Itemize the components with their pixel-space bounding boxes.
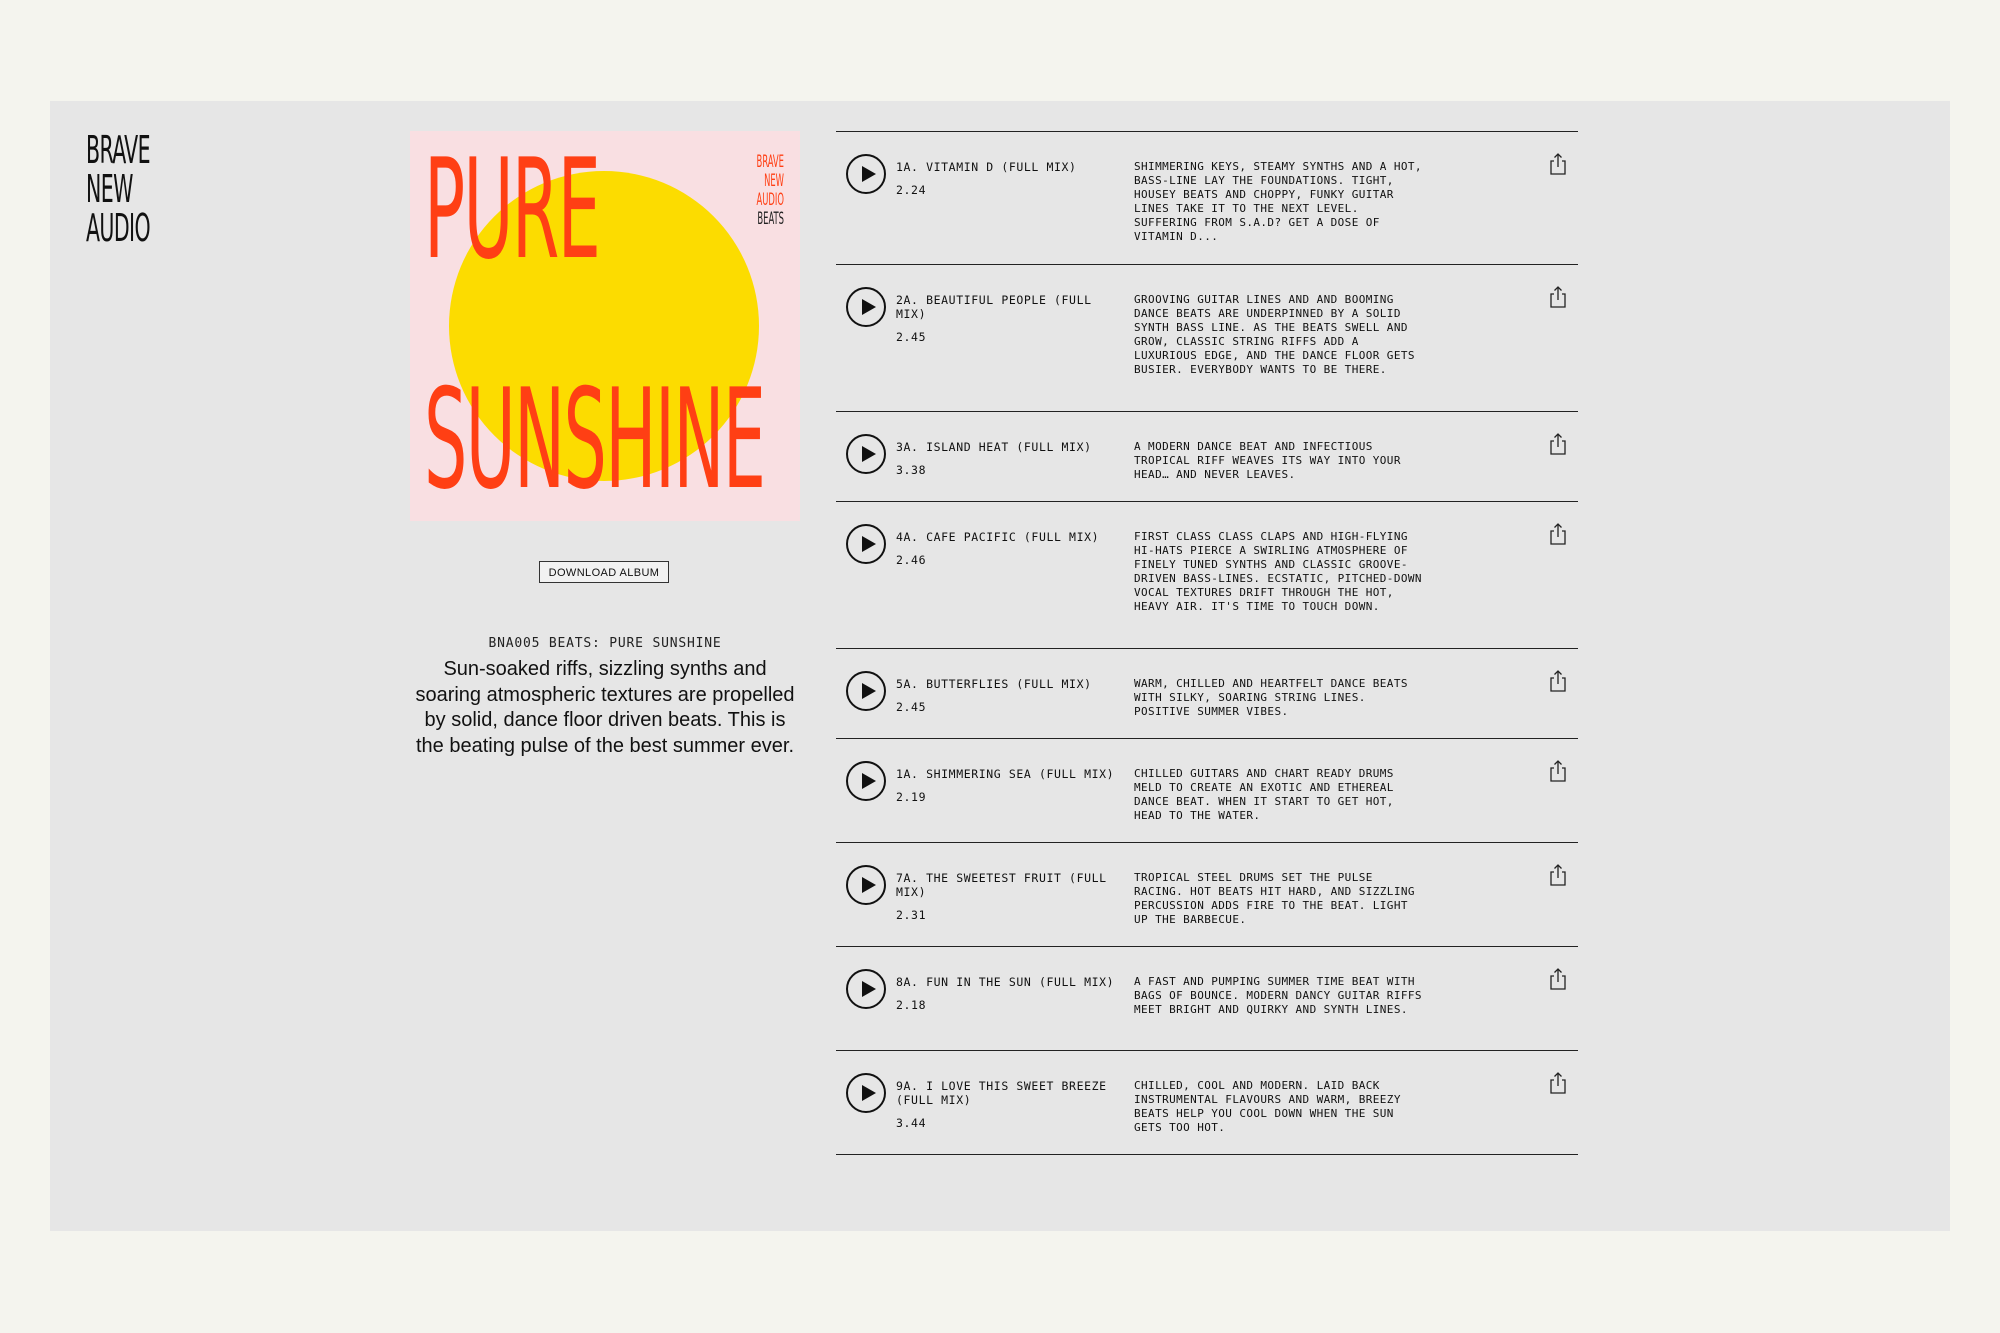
track-title[interactable]: [896, 975, 1116, 1012]
cover-mini-brand-line: NEW: [764, 171, 784, 191]
cover-mini-brand-line: BEATS: [757, 209, 784, 229]
track-duration: 2.24: [896, 183, 927, 197]
share-icon[interactable]: [1548, 669, 1568, 693]
cover-mini-brand-line: BRAVE: [756, 152, 784, 172]
track-row: [836, 1051, 1578, 1155]
play-icon[interactable]: [846, 671, 886, 711]
track-duration: 3.38: [896, 463, 927, 477]
download-album-button[interactable]: DOWNLOAD ALBUM: [539, 561, 669, 583]
track-title-text: 3A. ISLAND HEAT (FULL MIX): [896, 440, 1092, 454]
play-icon[interactable]: [846, 154, 886, 194]
track-description: WARM, CHILLED AND HEARTFELT DANCE BEATS WITH SILKY, SOARING STRING LINES. POSITIVE SUMMER VIBES.: [1134, 677, 1408, 718]
track-row: [836, 947, 1578, 1051]
track-description: CHILLED, COOL AND MODERN. LAID BACK INSTRUMENTAL FLAVOURS AND WARM, BREEZY BEATS HELP YOU COOL DOWN WHEN THE SUN GETS TOO HOT.: [1134, 1079, 1401, 1134]
cover-mini-brand: [724, 153, 784, 229]
track-title-text: 5A. BUTTERFLIES (FULL MIX): [896, 677, 1092, 691]
track-description: A MODERN DANCE BEAT AND INFECTIOUS TROPICAL RIFF WEAVES ITS WAY INTO YOUR HEAD… AND NEVER LEAVES.: [1134, 440, 1401, 481]
album-code: BNA005 BEATS: PURE SUNSHINE: [488, 636, 722, 651]
brand-line-3: AUDIO: [86, 206, 151, 250]
share-icon[interactable]: [1548, 967, 1568, 991]
album-description: Sun-soaked riffs, sizzling synths and soaring atmospheric textures are propelled by solid, dance floor driven beats. This is the beating pulse of the best summer ever.: [415, 658, 795, 757]
share-icon[interactable]: [1548, 152, 1568, 176]
track-description: GROOVING GUITAR LINES AND AND BOOMING DANCE BEATS ARE UNDERPINNED BY A SOLID SYNTH BASS LINE. AS THE BEATS SWELL AND GROW, CLASSIC STRING RIFFS ADD A LUXURIOUS EDGE, AND THE DANCE FLOOR GETS BUSIER. EVERYBODY WANTS TO BE THERE.: [1134, 293, 1415, 376]
play-icon[interactable]: [846, 969, 886, 1009]
track-duration: 3.44: [896, 1116, 927, 1130]
track-row: [836, 502, 1578, 649]
track-title[interactable]: [896, 871, 1116, 922]
track-description: CHILLED GUITARS AND CHART READY DRUMS MELD TO CREATE AN EXOTIC AND ETHEREAL DANCE BEAT. WHEN IT START TO GET HOT, HEAD TO THE WATER.: [1134, 767, 1394, 822]
track-description: A FAST AND PUMPING SUMMER TIME BEAT WITH BAGS OF BOUNCE. MODERN DANCY GUITAR RIFFS MEET BRIGHT AND QUIRKY AND SYNTH LINES.: [1134, 975, 1422, 1016]
track-row: [836, 265, 1578, 412]
track-description: SHIMMERING KEYS, STEAMY SYNTHS AND A HOT, BASS-LINE LAY THE FOUNDATIONS. TIGHT, HOUSEY BEATS AND CHOPPY, FUNKY GUITAR LINES TAKE IT TO THE NEXT LEVEL. SUFFERING FROM S.A.D? GET A DOSE OF VITAMIN D...: [1134, 160, 1422, 243]
brand-logo[interactable]: [86, 128, 151, 250]
share-icon[interactable]: [1548, 863, 1568, 887]
track-duration: 2.46: [896, 553, 927, 567]
cover-word-top: PURE: [424, 131, 600, 290]
track-row: [836, 412, 1578, 502]
track-duration: 2.19: [896, 790, 927, 804]
page-panel: [50, 101, 1950, 1231]
track-title-text: 1A. VITAMIN D (FULL MIX): [896, 160, 1077, 174]
track-duration: 2.45: [896, 700, 927, 714]
track-row: [836, 739, 1578, 843]
play-icon[interactable]: [846, 434, 886, 474]
track-title[interactable]: [896, 677, 1116, 714]
play-icon[interactable]: [846, 865, 886, 905]
track-title-text: 7A. THE SWEETEST FRUIT (FULL MIX): [896, 871, 1107, 899]
cover-word-bottom: SUNSHINE: [424, 359, 765, 520]
brand-line-1: BRAVE: [86, 128, 150, 172]
brand-line-2: NEW: [86, 167, 133, 211]
track-title[interactable]: [896, 1079, 1116, 1130]
share-icon[interactable]: [1548, 522, 1568, 546]
cover-mini-brand-line: AUDIO: [756, 190, 784, 210]
track-title[interactable]: [896, 293, 1116, 344]
track-title-text: 8A. FUN IN THE SUN (FULL MIX): [896, 975, 1115, 989]
track-row: [836, 132, 1578, 265]
track-duration: 2.18: [896, 998, 927, 1012]
track-title[interactable]: [896, 160, 1116, 197]
track-title-text: 4A. CAFE PACIFIC (FULL MIX): [896, 530, 1100, 544]
track-row: [836, 843, 1578, 947]
track-title-text: 9A. I LOVE THIS SWEET BREEZE (FULL MIX): [896, 1079, 1107, 1107]
track-title[interactable]: [896, 767, 1116, 804]
album-cover: [410, 131, 800, 521]
track-row: [836, 649, 1578, 739]
play-icon[interactable]: [846, 524, 886, 564]
track-title-text: 2A. BEAUTIFUL PEOPLE (FULL MIX): [896, 293, 1092, 321]
play-icon[interactable]: [846, 287, 886, 327]
track-title[interactable]: [896, 440, 1116, 477]
track-description: TROPICAL STEEL DRUMS SET THE PULSE RACING. HOT BEATS HIT HARD, AND SIZZLING PERCUSSION ADDS FIRE TO THE BEAT. LIGHT UP THE BARBECUE.: [1134, 871, 1415, 926]
track-duration: 2.45: [896, 330, 927, 344]
track-list: [836, 131, 1578, 1155]
share-icon[interactable]: [1548, 1071, 1568, 1095]
track-duration: 2.31: [896, 908, 927, 922]
share-icon[interactable]: [1548, 432, 1568, 456]
share-icon[interactable]: [1548, 759, 1568, 783]
track-title[interactable]: [896, 530, 1116, 567]
play-icon[interactable]: [846, 1073, 886, 1113]
play-icon[interactable]: [846, 761, 886, 801]
share-icon[interactable]: [1548, 285, 1568, 309]
track-title-text: 1A. SHIMMERING SEA (FULL MIX): [896, 767, 1115, 781]
track-description: FIRST CLASS CLASS CLAPS AND HIGH-FLYING HI-HATS PIERCE A SWIRLING ATMOSPHERE OF FINELY TUNED SYNTHS AND CLASSIC GROOVE-DRIVEN BASS-LINES. ECSTATIC, PITCHED-DOWN VOCAL TEXTURES DRIFT THROUGH THE HOT, HEAVY AIR. IT'S TIME TO TOUCH DOWN.: [1134, 530, 1422, 613]
